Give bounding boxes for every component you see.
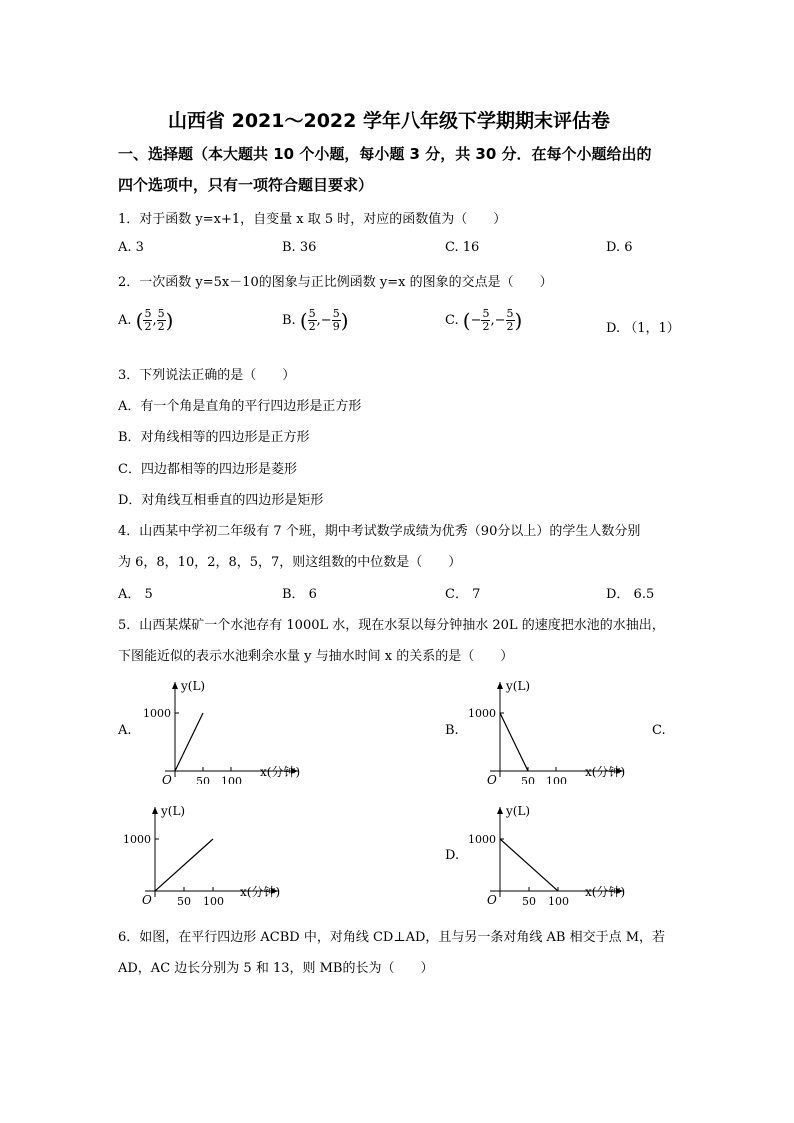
y-axis-label: y(L) xyxy=(161,804,186,818)
q2-option-c-label: C. xyxy=(445,313,459,328)
q4-option-c: C． 7 xyxy=(445,587,481,602)
q1-option-d: D. 6 xyxy=(606,240,633,255)
q2-option-c: C. (− $\frac{5}{2}$ ,− $\frac{5}{2}$ ) xyxy=(445,307,523,333)
origin-label: O xyxy=(487,773,497,784)
q5-graph-b xyxy=(465,674,635,784)
origin-label: O xyxy=(487,893,497,907)
q3-stem: 3．下列说法正确的是（ ） xyxy=(118,368,296,383)
y-axis-arrow xyxy=(497,682,503,689)
q4-stem-line1: 4．山西某中学初二年级有 7 个班，期中考试数学成绩为优秀（90分以上）的学生人数分别 xyxy=(118,524,641,539)
y-axis-label: y(L) xyxy=(506,804,531,818)
q5-stem-line1: 5．山西某煤矿一个水池存有 1000L 水，现在水泵以每分钟抽水 20L 的速度把水池的水抽出， xyxy=(118,618,665,633)
data-line xyxy=(500,713,528,771)
y-axis-label: y(L) xyxy=(506,679,531,693)
q3-option-c: C．四边都相等的四边形是菱形 xyxy=(118,462,297,477)
q5-graph-a xyxy=(140,674,310,784)
q2-option-b: B. ( $\frac{5}{2}$ ,− $\frac{5}{9}$ ) xyxy=(282,307,349,333)
origin-label: O xyxy=(142,893,152,907)
x-tick-label-50: 50 xyxy=(196,775,210,784)
y-tick-label-1000: 1000 xyxy=(143,707,171,720)
y-axis-label: y(L) xyxy=(181,679,206,693)
q1-stem: 1．对于函数 y=x+1，自变量 x 取 5 时，对应的函数值为（ ） xyxy=(118,212,507,227)
q2-option-d: D. （1，1） xyxy=(606,321,680,336)
x-axis-label: x(分钟) xyxy=(260,765,301,779)
y-axis-arrow xyxy=(152,807,158,814)
q5-option-b-label: B. xyxy=(445,723,459,738)
q5-graph-c xyxy=(120,799,290,909)
y-axis-arrow xyxy=(497,807,503,814)
q2-stem: 2．一次函数 y=5x－10的图象与正比例函数 y=x 的图象的交点是（ ） xyxy=(118,275,553,290)
y-tick-label-1000: 1000 xyxy=(468,833,496,846)
data-line xyxy=(500,839,558,891)
q6-stem-line1: 6．如图，在平行四边形 ACBD 中，对角线 CD⊥AD，且与另一条对角线 AB 相交于点 M，若 xyxy=(118,930,666,945)
x-tick-label-100: 100 xyxy=(546,775,567,784)
q5-graph-d xyxy=(465,799,635,909)
q6-stem-line2: AD，AC 边长分别为 5 和 13，则 MB的长为（ ） xyxy=(118,961,434,976)
data-line xyxy=(155,839,213,891)
q1-option-b: B. 36 xyxy=(282,240,317,255)
q5-stem-line2: 下图能近似的表示水池剩余水量 y 与抽水时间 x 的关系的是（ ） xyxy=(118,649,514,664)
y-axis-arrow xyxy=(172,682,178,689)
y-tick-label-1000: 1000 xyxy=(468,707,496,720)
x-axis-label: x(分钟) xyxy=(585,765,626,779)
q2-option-a-label: A. xyxy=(118,313,132,328)
data-line xyxy=(175,713,203,771)
x-axis-label: x(分钟) xyxy=(240,885,281,899)
q1-option-a: A. 3 xyxy=(118,240,144,255)
q4-option-b: B． 6 xyxy=(282,587,317,602)
section-heading-line1: 一、选择题（本大题共 10 个小题，每小题 3 分，共 30 分．在每个小题给出的 xyxy=(118,145,652,163)
origin-label: O xyxy=(162,773,172,784)
x-tick-label-100: 100 xyxy=(221,775,242,784)
y-tick-label-1000: 1000 xyxy=(123,833,151,846)
x-axis-label: x(分钟) xyxy=(585,885,626,899)
x-tick-label-100: 100 xyxy=(203,895,224,908)
q1-option-c: C. 16 xyxy=(445,240,480,255)
page-title: 山西省 2021～2022 学年八年级下学期期末评估卷 xyxy=(168,110,610,132)
q5-option-a-label: A. xyxy=(118,723,132,738)
q2-option-a: A. ( $\frac{5}{2}$ , $\frac{5}{2}$ ) xyxy=(118,307,174,333)
q5-option-c-label: C. xyxy=(652,723,666,738)
q3-option-b: B．对角线相等的四边形是正方形 xyxy=(118,430,310,445)
x-tick-label-50: 50 xyxy=(177,895,191,908)
q4-option-d: D． 6.5 xyxy=(606,587,655,602)
q4-option-a: A． 5 xyxy=(118,587,153,602)
q2-option-b-label: B. xyxy=(282,313,296,328)
q3-option-d: D．对角线互相垂直的四边形是矩形 xyxy=(118,493,324,508)
x-tick-label-50: 50 xyxy=(521,775,535,784)
section-heading-line2: 四个选项中，只有一项符合题目要求） xyxy=(118,176,374,194)
q4-stem-line2: 为 6，8，10，2，8，5，7，则这组数的中位数是（ ） xyxy=(118,555,462,570)
x-tick-label-50: 50 xyxy=(522,895,536,908)
q3-option-a: A．有一个角是直角的平行四边形是正方形 xyxy=(118,399,362,414)
q5-option-d-label: D. xyxy=(445,848,460,863)
x-tick-label-100: 100 xyxy=(548,895,569,908)
